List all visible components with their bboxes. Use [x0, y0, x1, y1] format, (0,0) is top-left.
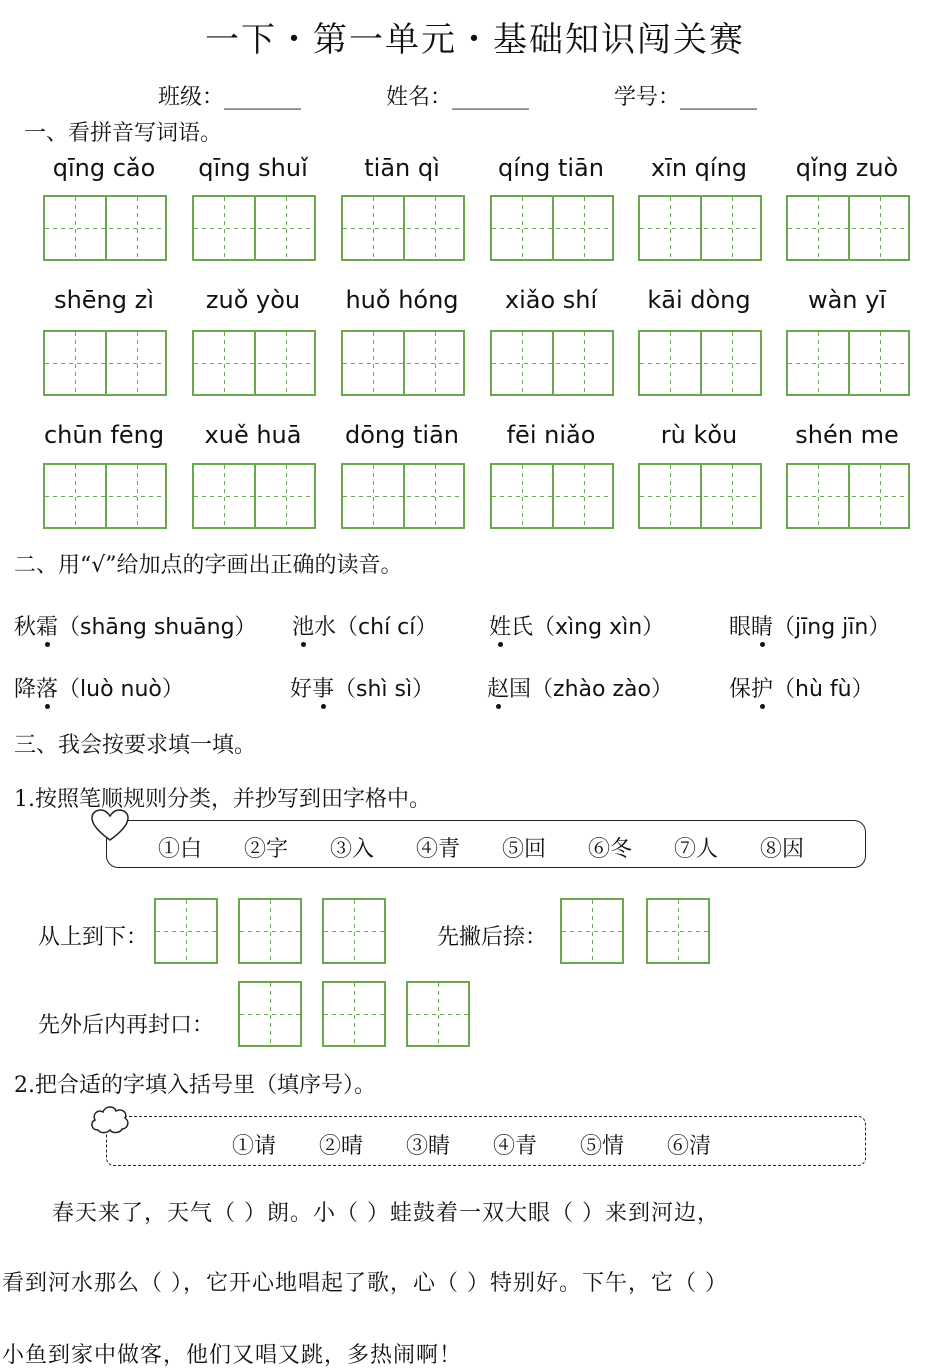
- q2-options-row: [232, 1129, 727, 1160]
- option-item: ②晴: [319, 1134, 364, 1159]
- word-char: 降: [14, 677, 37, 702]
- option-item: ②字: [244, 837, 289, 862]
- pinyin-options[interactable]: （shāng shuāng）: [58, 615, 257, 640]
- word-char: 氏: [511, 615, 534, 640]
- pinyin-options[interactable]: （chí cí）: [336, 615, 438, 640]
- dotted-char: 护: [751, 672, 773, 703]
- pinyin-label: fēi niǎo: [506, 421, 596, 449]
- dotted-char: 赵: [487, 672, 509, 703]
- label-pie-na: 先撇后捺：: [437, 925, 548, 950]
- option-item: ④青: [416, 837, 461, 862]
- writing-grid[interactable]: [192, 330, 316, 396]
- name-field: 姓名：_______: [386, 85, 530, 110]
- pinyin-label: chūn fēng: [43, 421, 165, 449]
- option-item: ⑤情: [580, 1134, 625, 1159]
- class-field: 班级：_______: [158, 85, 302, 110]
- pinyin-label: wàn yī: [807, 286, 887, 314]
- word-char: 秋: [14, 615, 37, 640]
- writing-grid[interactable]: [490, 195, 614, 261]
- pinyin-label: xīn qíng: [650, 154, 748, 182]
- pinyin-label: qīng cǎo: [52, 154, 156, 182]
- pinyin-options[interactable]: （hù fù）: [773, 677, 874, 702]
- pinyin-label: qīng shuǐ: [198, 154, 308, 182]
- heart-icon: [90, 808, 130, 844]
- writing-grid[interactable]: [341, 330, 465, 396]
- writing-cell[interactable]: [646, 898, 710, 964]
- reading-item: [729, 610, 890, 641]
- q1-options-row: [158, 832, 820, 863]
- pinyin-options[interactable]: （luò nuò）: [58, 677, 184, 702]
- label-outer-inner: 先外后内再封口：: [38, 1013, 215, 1038]
- option-item: ③入: [330, 837, 375, 862]
- pinyin-label: xuě huā: [204, 421, 302, 449]
- writing-grid[interactable]: [786, 330, 910, 396]
- dotted-char: 事: [312, 672, 334, 703]
- option-item: ④青: [493, 1134, 538, 1159]
- option-item: ⑦人: [674, 837, 719, 862]
- reading-item: [487, 672, 673, 703]
- section-1-title: 一、看拼音写词语。: [24, 121, 223, 146]
- pinyin-label: qíng tiān: [498, 154, 604, 182]
- question-1-title: 1.按照笔顺规则分类，并抄写到田字格中。: [14, 787, 431, 812]
- passage-line-3: 小鱼到家中做客，他们又唱又跳，多热闹啊！: [2, 1343, 463, 1368]
- passage-line-1: 春天来了，天气（ ）朗。小（ ）蛙鼓着一双大眼（ ）来到河边，: [52, 1201, 720, 1226]
- pinyin-label: rù kǒu: [660, 421, 738, 449]
- pinyin-label: shēng zì: [54, 286, 154, 314]
- writing-cell[interactable]: [238, 981, 302, 1047]
- cloud-icon: [88, 1102, 132, 1136]
- passage-line-2: 看到河水那么（ ），它开心地唱起了歌，心（ ）特别好。下午，它（ ）: [2, 1271, 728, 1296]
- question-2-title: 2.把合适的字填入括号里（填序号）。: [14, 1073, 376, 1098]
- dotted-char: 霜: [36, 610, 58, 641]
- option-item: ③睛: [406, 1134, 451, 1159]
- pinyin-options[interactable]: （xìng xìn）: [533, 615, 665, 640]
- writing-grid[interactable]: [490, 330, 614, 396]
- pinyin-options[interactable]: （shì sì）: [334, 677, 435, 702]
- writing-grid[interactable]: [341, 195, 465, 261]
- word-char: 国: [509, 677, 532, 702]
- dotted-char: 睛: [751, 610, 773, 641]
- word-char: 水: [314, 615, 337, 640]
- dotted-char: 落: [36, 672, 58, 703]
- writing-cell[interactable]: [560, 898, 624, 964]
- option-item: ⑥清: [667, 1134, 712, 1159]
- writing-cell[interactable]: [322, 981, 386, 1047]
- dotted-char: 池: [292, 610, 314, 641]
- pinyin-options[interactable]: （jīng jīn）: [773, 615, 891, 640]
- label-top-down: 从上到下：: [38, 925, 149, 950]
- writing-grid[interactable]: [786, 195, 910, 261]
- writing-grid[interactable]: [490, 463, 614, 529]
- writing-grid[interactable]: [786, 463, 910, 529]
- reading-item: [292, 610, 437, 641]
- pinyin-label: qǐng zuò: [795, 154, 899, 182]
- reading-item: [290, 672, 434, 703]
- worksheet-title: 一下・第一单元・基础知识闯关赛: [205, 20, 745, 60]
- writing-grid[interactable]: [638, 463, 762, 529]
- word-char: 保: [729, 677, 752, 702]
- writing-grid[interactable]: [638, 330, 762, 396]
- word-char: 眼: [729, 615, 752, 640]
- reading-item: [729, 672, 874, 703]
- pinyin-options[interactable]: （zhào zào）: [531, 677, 673, 702]
- pinyin-label: shén me: [795, 421, 899, 449]
- writing-grid[interactable]: [43, 463, 167, 529]
- pinyin-label: tiān qì: [364, 154, 440, 182]
- option-item: ⑧因: [760, 837, 805, 862]
- writing-grid[interactable]: [192, 463, 316, 529]
- writing-grid[interactable]: [341, 463, 465, 529]
- pinyin-label: dōng tiān: [345, 421, 459, 449]
- section-2-title: 二、用“√”给加点的字画出正确的读音。: [14, 553, 403, 578]
- reading-item: [489, 610, 664, 641]
- pinyin-label: kāi dòng: [647, 286, 751, 314]
- option-item: ①请: [232, 1134, 277, 1159]
- writing-grid[interactable]: [43, 195, 167, 261]
- writing-cell[interactable]: [406, 981, 470, 1047]
- pinyin-label: huǒ hóng: [345, 286, 459, 314]
- section-3-title: 三、我会按要求填一填。: [14, 733, 257, 758]
- option-item: ⑤回: [502, 837, 547, 862]
- dotted-char: 姓: [489, 610, 511, 641]
- writing-grid[interactable]: [43, 330, 167, 396]
- writing-grid[interactable]: [192, 195, 316, 261]
- writing-cell[interactable]: [322, 898, 386, 964]
- writing-cell[interactable]: [154, 898, 218, 964]
- option-item: ⑥冬: [588, 837, 633, 862]
- word-char: 好: [290, 677, 313, 702]
- reading-item: [14, 672, 184, 703]
- writing-grid[interactable]: [638, 195, 762, 261]
- pinyin-label: zuǒ yòu: [205, 286, 301, 314]
- writing-cell[interactable]: [238, 898, 302, 964]
- option-item: ①白: [158, 837, 203, 862]
- student-id-field: 学号：_______: [614, 85, 758, 110]
- reading-item: [14, 610, 257, 641]
- pinyin-label: xiǎo shí: [504, 286, 598, 314]
